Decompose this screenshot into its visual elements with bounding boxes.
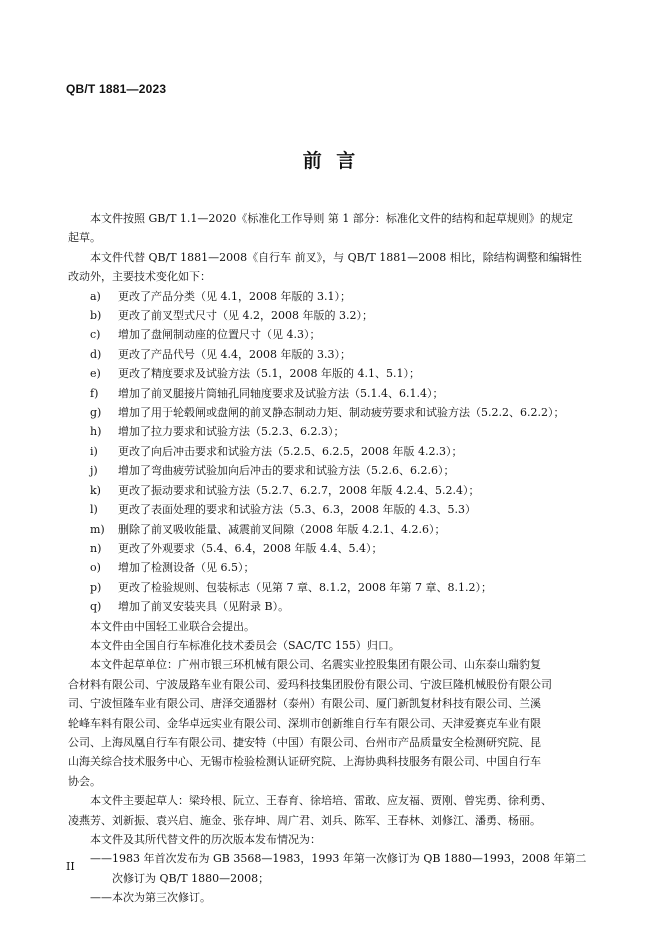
- list-item-label: n): [90, 541, 102, 555]
- list-item-label: e): [90, 367, 101, 381]
- list-item: [68, 422, 598, 441]
- list-item-text: 更改了产品代号（见 4.4，2008 年版的 3.3）；: [118, 347, 351, 361]
- drafting-units-line: 山海关综合技术服务中心、无锡市检验检测认证研究院、上海协典科技服务有限公司、中国自行车: [68, 755, 541, 769]
- list-item: [68, 597, 598, 616]
- list-item-text: 增加了检测设备（见 6.5）；: [118, 561, 255, 575]
- list-item-text: 更改了外观要求（5.4、6.4，2008 年版 4.4、5.4）；: [118, 541, 383, 555]
- list-item: [68, 364, 598, 383]
- list-item-label: o): [90, 561, 101, 575]
- list-item-label: l): [90, 503, 98, 517]
- list-item-label: q): [90, 600, 102, 614]
- list-item-label: d): [90, 347, 102, 361]
- proposed-by: 本文件由中国轻工业联合会提出。: [90, 619, 255, 633]
- list-item-text: 更改了产品分类（见 4.1，2008 年版的 3.1）；: [118, 289, 351, 303]
- list-item-text: 增加了前叉腿接片筒轴孔同轴度要求及试验方法（5.1.4、6.1.4）；: [118, 386, 444, 400]
- drafting-units-line: 本文件起草单位：广州市银三环机械有限公司、名震实业控股集团有限公司、山东泰山瑞豹复: [90, 658, 541, 672]
- list-item: [68, 461, 598, 480]
- list-item-label: j): [90, 464, 98, 478]
- list-item-text: 更改了精度要求及试验方法（5.1，2008 年版的 4.1、5.1）；: [118, 367, 420, 381]
- list-item: [68, 403, 598, 422]
- list-item-text: 更改了振动要求和试验方法（5.2.7、6.2.7，2008 年版 4.2.4、5.2.4）；: [118, 483, 480, 497]
- history-line-1-continued: 次修订为 QB/T 1880—2008；: [112, 871, 270, 885]
- drafting-units-line: 司、宁波恒隆车业有限公司、唐泽交通器材（泰州）有限公司、厦门新凯复材科技有限公司、兰溪: [68, 697, 541, 711]
- list-item: [68, 500, 598, 519]
- list-item: [68, 539, 598, 558]
- list-item-text: 增加了盘闸制动座的位置尺寸（见 4.3）；: [118, 328, 321, 342]
- list-item-label: i): [90, 444, 98, 458]
- list-item: [68, 345, 598, 364]
- list-item: [68, 578, 598, 597]
- history-line-2: ——本次为第三次修订。: [90, 891, 211, 905]
- list-item-label: f): [90, 386, 99, 400]
- list-item-text: 删除了前叉吸收能量、减震前叉间隙（2008 年版 4.2.1、4.2.6）；: [118, 522, 446, 536]
- replaces-line-2: 改动外，主要技术变化如下：: [68, 270, 211, 284]
- drafting-rule-line-2: 起草。: [68, 231, 101, 245]
- drafters-line: 本文件主要起草人：梁玲根、阮立、王春育、徐培培、雷敢、应友福、贾刚、曾宪勇、徐利勇、: [90, 794, 552, 808]
- standard-code: QB/T 1881—2023: [66, 82, 167, 96]
- list-item-text: 更改了检验规则、包装标志（见第 7 章、8.1.2，2008 年第 7 章、8.1.2）；: [118, 580, 492, 594]
- list-item: [68, 558, 598, 577]
- centralized-by: 本文件由全国自行车标准化技术委员会（SAC/TC 155）归口。: [90, 638, 400, 652]
- replaces-line-1: 本文件代替 QB/T 1881—2008《自行车 前叉》，与 QB/T 1881—2008 相比，除结构调整和编辑性: [90, 250, 582, 264]
- list-item: [68, 384, 598, 403]
- list-item: [68, 287, 598, 306]
- foreword-body: [68, 209, 598, 908]
- list-item-text: 增加了前叉安装夹具（见附录 B）。: [118, 600, 290, 614]
- list-item-label: c): [90, 328, 101, 342]
- list-item: [68, 520, 598, 539]
- drafting-rule-line-1: 本文件按照 GB/T 1.1—2020《标准化工作导则 第 1 部分：标准化文件的结构和起草规则》的规定: [90, 212, 573, 225]
- technical-changes-list: [68, 287, 598, 617]
- list-item-text: 增加了拉力要求和试验方法（5.2.3、6.2.3）；: [118, 425, 345, 439]
- list-item-label: g): [90, 406, 102, 420]
- list-item: [68, 442, 598, 461]
- history-line-1: ——1983 年首次发布为 GB 3568—1983，1993 年第一次修订为 QB 1880—1993，2008 年第二: [90, 852, 587, 866]
- history-intro: 本文件及其所代替文件的历次版本发布情况为：: [90, 833, 321, 846]
- list-item-label: a): [90, 289, 101, 303]
- drafting-units-line: 公司、上海凤凰自行车有限公司、捷安特（中国）有限公司、台州市产品质量安全检测研究院、昆: [68, 735, 541, 749]
- list-item-text: 增加了弯曲疲劳试验加向后冲击的要求和试验方法（5.2.6、6.2.6）；: [118, 464, 455, 478]
- list-item-label: k): [90, 483, 101, 497]
- list-item: [68, 325, 598, 344]
- list-item-label: h): [90, 425, 102, 439]
- list-item: [68, 306, 598, 325]
- list-item-label: b): [90, 309, 102, 323]
- list-item: [68, 481, 598, 500]
- drafting-units-line: 协会。: [68, 774, 101, 788]
- drafting-units-line: 轮峰车料有限公司、金华卓远实业有限公司、深圳市创新维自行车有限公司、天津爱赛克车业有限: [68, 716, 541, 730]
- list-item-label: m): [90, 522, 105, 536]
- list-item-label: p): [90, 580, 102, 594]
- page-title: 前 言: [302, 150, 360, 172]
- drafters-line: 凌燕芳、刘新振、袁兴启、施金、张存坤、周广君、刘兵、陈军、王春林、刘修江、潘勇、杨丽。: [68, 813, 541, 827]
- list-item-text: 增加了用于轮毂闸或盘闸的前叉静态制动力矩、制动疲劳要求和试验方法（5.2.2、6.2.2）；: [118, 406, 565, 420]
- drafting-units-line: 合材料有限公司、宁波晟路车业有限公司、爱玛科技集团股份有限公司、宁波巨隆机械股份有限公司: [68, 677, 552, 691]
- list-item-text: 更改了向后冲击要求和试验方法（5.2.5、6.2.5，2008 年版 4.2.3）；: [118, 444, 463, 458]
- list-item-text: 更改了前叉型式尺寸（见 4.2，2008 年版的 3.2）；: [118, 309, 373, 323]
- page-number: II: [66, 860, 75, 873]
- list-item-text: 更改了表面处理的要求和试验方法（5.3、6.3，2008 年版的 4.3、5.3）: [118, 503, 476, 517]
